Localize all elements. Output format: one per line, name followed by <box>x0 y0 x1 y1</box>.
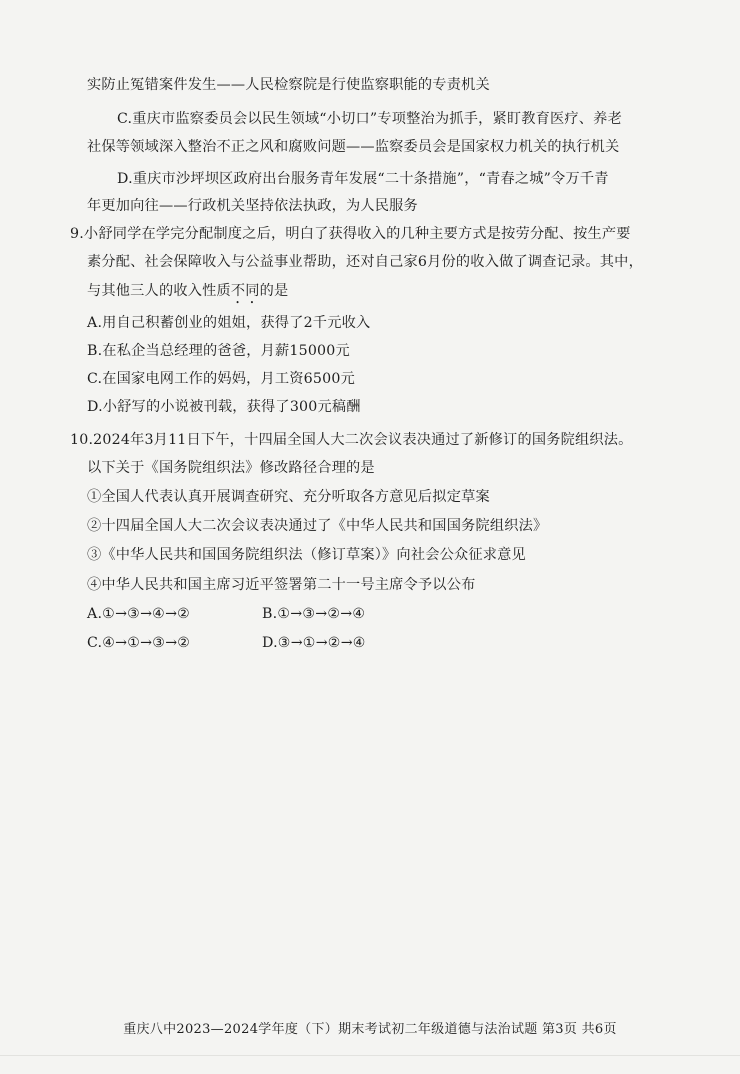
scan-edge-line <box>0 1055 740 1056</box>
q9-option-b: B.在私企当总经理的爸爸，月薪15000元 <box>87 343 350 359</box>
q8-option-d-line1: D.重庆市沙坪坝区政府出台服务青年发展“二十条措施”，“青春之城”令万千青 <box>117 171 609 187</box>
q10-option-a: A.①→③→④→② <box>87 606 191 622</box>
q10-option-b: B.①→③→②→④ <box>262 606 366 622</box>
q8-option-b-continuation: 实防止冤错案件发生——人民检察院是行使监察职能的专责机关 <box>87 77 490 93</box>
q8-option-c-line2: 社保等领域深入整治不正之风和腐败问题——监察委员会是国家权力机关的执行机关 <box>87 139 620 155</box>
q9-emphasis-text: 不同 <box>230 283 260 299</box>
q10-item-1: ①全国人代表认真开展调查研究、充分听取各方意见后拟定草案 <box>87 489 490 505</box>
q9-option-c: C.在国家电网工作的妈妈，月工资6500元 <box>87 371 355 387</box>
q9-option-d: D.小舒写的小说被刊载，获得了300元稿酬 <box>87 399 361 415</box>
q9-stem-line3-pre: 与其他三人的收入性质 <box>87 283 231 299</box>
q9-stem-line1: 9.小舒同学在学完分配制度之后，明白了获得收入的几种主要方式是按劳分配、按生产要 <box>70 226 631 242</box>
q10-option-d: D.③→①→②→④ <box>262 635 366 651</box>
q9-stem-line3-post: 的是 <box>259 283 289 299</box>
q8-option-c-line1: C.重庆市监察委员会以民生领域“小切口”专项整治为抓手，紧盯教育医疗、养老 <box>117 111 622 127</box>
q9-stem-line3 <box>87 282 288 307</box>
q10-item-3: ③《中华人民共和国国务院组织法（修订草案）》向社会公众征求意见 <box>87 547 526 563</box>
q10-stem-line2: 以下关于《国务院组织法》修改路径合理的是 <box>87 460 375 476</box>
q10-item-2: ②十四届全国人大二次会议表决通过了《中华人民共和国国务院组织法》 <box>87 518 548 534</box>
q9-option-a: A.用自己积蓄创业的姐姐，获得了2千元收入 <box>87 315 371 331</box>
q10-item-4: ④中华人民共和国主席习近平签署第二十一号主席令予以公布 <box>87 577 476 593</box>
q10-option-c: C.④→①→③→② <box>87 635 191 651</box>
page-footer: 重庆八中2023—2024学年度（下）期末考试初二年级道德与法治试题 第3页 共6页 <box>123 1022 617 1037</box>
q8-option-d-line2: 年更加向往——行政机关坚持依法执政，为人民服务 <box>87 198 418 214</box>
q9-stem-line2: 素分配、社会保障收入与公益事业帮助，还对自己家6月份的收入做了调查记录。其中， <box>87 254 643 270</box>
q10-stem-line1: 10.2024年3月11日下午，十四届全国人大二次会议表决通过了新修订的国务院组织法。 <box>70 432 633 448</box>
